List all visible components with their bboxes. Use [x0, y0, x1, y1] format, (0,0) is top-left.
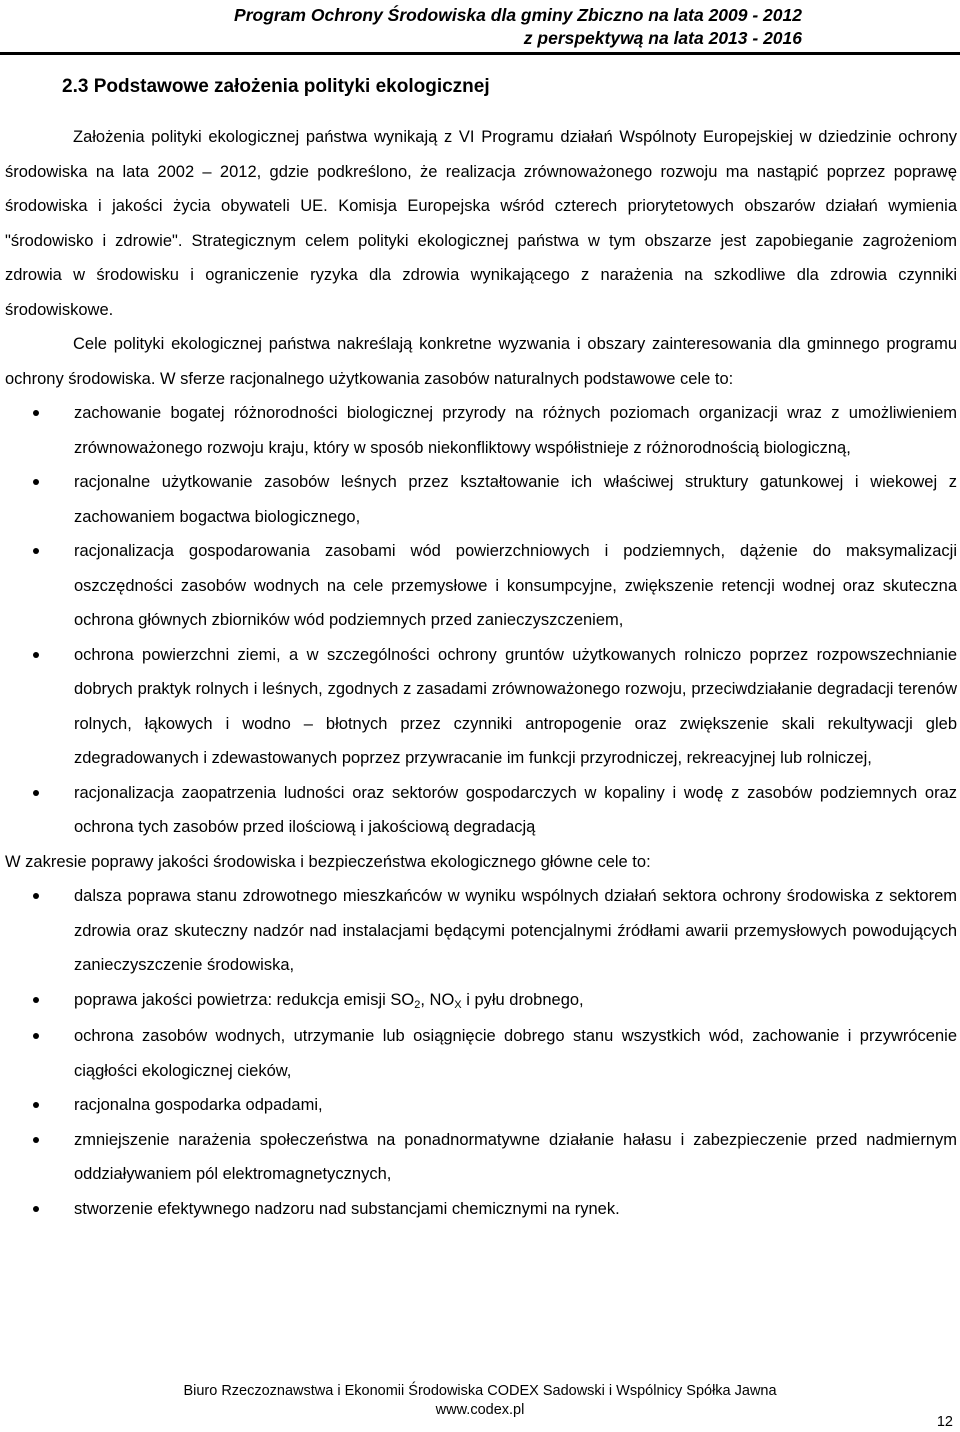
footer-company: Biuro Rzeczoznawstwa i Ekonomii Środowiska CODEX Sadowski i Wspólnicy Spółka Jawna — [183, 1383, 777, 1399]
bullet-icon — [33, 1102, 39, 1108]
list-item: zmniejszenie narażenia społeczeństwa na ponadnormatywne działanie hałasu i zabezpieczenie przed nadmiernym oddziaływaniem pól elektromagnetycznych, — [5, 1123, 957, 1192]
bullet-icon — [33, 479, 39, 485]
footer-website: www.codex.pl — [435, 1402, 525, 1418]
list-item: racjonalizacja gospodarowania zasobami wód powierzchniowych i podziemnych, dążenie do maksymalizacji oszczędności zasobów wodnych na cele przemysłowe i konsumpcyjne, zwiększenie retencji wodnej oraz skuteczna ochrona głównych zbiorników wód podziemnych przed zanieczyszczeniem, — [5, 534, 957, 638]
list-item: ochrona powierzchni ziemi, a w szczególności ochrony gruntów użytkowanych rolniczo poprzez rozpowszechnianie dobrych praktyk rolnych i leśnych, zgodnych z zasadami zrównoważonego rozwoju, przeciwdziałanie degradacji terenów rolnych, łąkowych i wodno – błotnych przez czynniki antropogenie oraz zwiększenie skali rekultywacji gleb zdegradowanych i zdewastowanych poprzez przywracanie im funkcji przyrodniczej, rekreacyjnej lub rolniczej, — [5, 638, 957, 776]
section-title: 2.3 Podstawowe założenia polityki ekologicznej — [62, 76, 490, 97]
document-header — [0, 0, 960, 50]
page-number: 12 — [936, 1414, 953, 1430]
list-item: racjonalna gospodarka odpadami, — [5, 1088, 957, 1123]
bullet-icon — [33, 1033, 39, 1039]
bullet-icon — [33, 790, 39, 796]
bullet-icon — [33, 652, 39, 658]
header-title-line2: z perspektywą na lata 2013 - 2016 — [523, 28, 802, 48]
bullet-icon — [33, 997, 39, 1003]
list-item: ochrona zasobów wodnych, utrzymanie lub osiągnięcie dobrego stanu wszystkich wód, zachowanie i przywrócenie ciągłości ekologicznej cieków, — [5, 1019, 957, 1088]
header-title-line1: Program Ochrony Środowiska dla gminy Zbiczno na lata 2009 - 2012 — [234, 5, 802, 25]
bullet-icon — [33, 1206, 39, 1212]
paragraph-quality: W zakresie poprawy jakości środowiska i bezpieczeństwa ekologicznego główne cele to: — [5, 852, 651, 871]
document-footer — [0, 1382, 960, 1420]
bullet-icon — [33, 893, 39, 899]
paragraph-goals: Cele polityki ekologicznej państwa nakreślają konkretne wyzwania i obszary zainteresowania dla gminnego programu ochrony środowiska. W sferze racjonalnego użytkowania zasobów naturalnych podstawowe cele to: — [5, 335, 957, 388]
list-item: stworzenie efektywnego nadzoru nad substancjami chemicznymi na rynek. — [5, 1192, 957, 1227]
bullet-icon — [33, 410, 39, 416]
list-item: zachowanie bogatej różnorodności biologicznej przyrody na różnych poziomach organizacji wraz z umożliwieniem zrównoważonego rozwoju kraju, który w sposób niekonfliktowy współistnieje z różnorodnością biologiczną, — [5, 396, 957, 465]
list-item: poprawa jakości powietrza: redukcja emisji $SO_2$, $NO_X$ i pyłu drobnego, — [5, 983, 957, 1020]
quality-goals-list — [5, 879, 957, 1226]
list-item: racjonalne użytkowanie zasobów leśnych przez kształtowanie ich właściwej struktury gatunkowej i wiekowej z zachowaniem bogactwa biologicznego, — [5, 465, 957, 534]
bullet-icon — [33, 548, 39, 554]
bullet-icon — [33, 1137, 39, 1143]
list-item: racjonalizacja zaopatrzenia ludności oraz sektorów gospodarczych w kopaliny i wodę z zasobów podziemnych oraz ochrona tych zasobów przed ilościową i jakościową degradacją — [5, 776, 957, 845]
paragraph-intro: Założenia polityki ekologicznej państwa wynikają z VI Programu działań Wspólnoty Europejskiej w dziedzinie ochrony środowiska na lata 2002 – 2012, gdzie podkreślono, że realizacja zrównoważonego rozwoju ma nastąpić poprzez poprawę środowiska i jakości życia obywateli UE. Komisja Europejska wśród czterech priorytetowych obszarów działań wymienia "środowisko i zdrowie". Strategicznym celem polityki ekologicznej państwa w tym obszarze jest zapobieganie zagrożeniom zdrowia w środowisku i ograniczenie ryzyka dla zdrowia wynikającego z narażenia na szkodliwe dla zdrowia czynniki środowiskowe. — [5, 128, 957, 319]
main-content — [5, 120, 957, 1226]
header-rule — [0, 52, 960, 55]
resources-goals-list — [5, 396, 957, 845]
list-item: dalsza poprawa stanu zdrowotnego mieszkańców w wyniku wspólnych działań sektora ochrony środowiska z sektorem zdrowia oraz skuteczny nadzór nad instalacjami będącymi potencjalnymi źródłami awarii przemysłowych powodujących zanieczyszczenie środowiska, — [5, 879, 957, 983]
